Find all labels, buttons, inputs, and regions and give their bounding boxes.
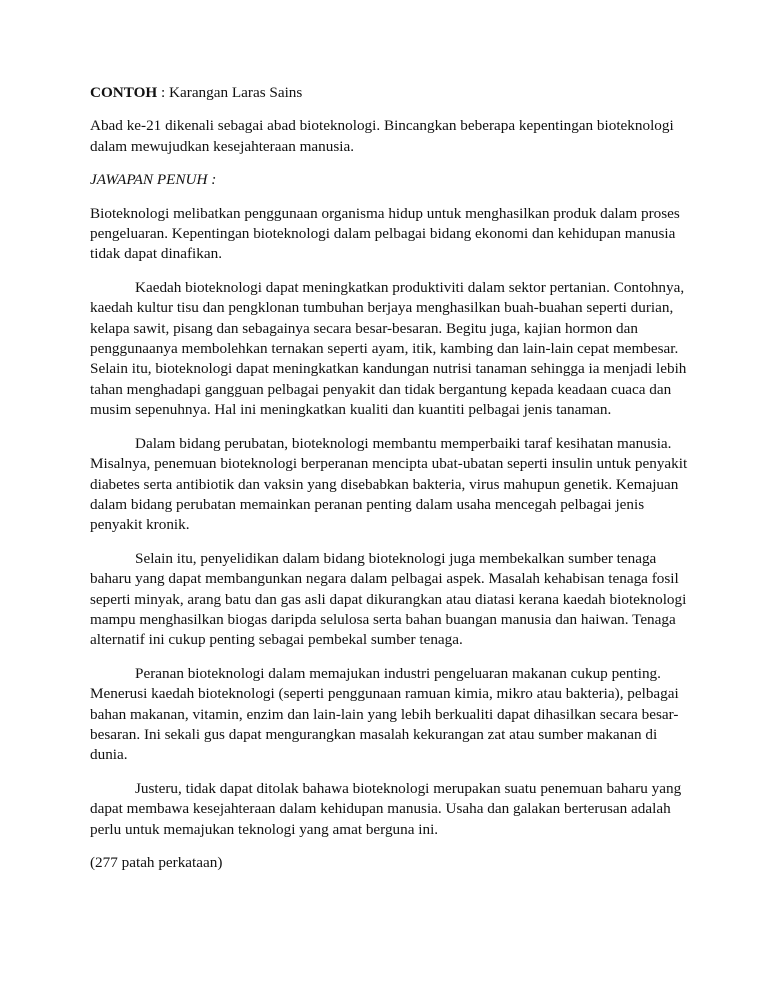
paragraph-energy: Selain itu, penyelidikan dalam bidang bioteknologi juga membekalkan sumber tenaga baharu yang dapat membangunkan negara dalam pelbagai aspek. Masalah kehabisan tenaga fosil seperti minyak, arang batu dan gas asli dapat dikurangkan atau diatasi kerana kaedah bioteknologi mampu menghasilkan biogas daripda selulosa serta bahan buangan manusia dan haiwan. Tenaga alternatif ini cukup penting sebagai pembekal sumber tenaga. — [90, 549, 687, 649]
paragraph-agriculture: Kaedah bioteknologi dapat meningkatkan produktiviti dalam sektor pertanian. Contohnya, kaedah kultur tisu dan pengklonan tumbuhan berjaya menghasilkan buah-buahan seperti durian, kelapa sawit, pisang dan sebagainya secara besar-besaran. Begitu juga, kajian hormon dan penggunaanya membolehkan ternakan seperti ayam, itik, kambing dan lain-lain cepat membesar. Selain itu, bioteknologi dapat meningkatkan kandungan nutrisi tanaman sehingga ia menjadi lebih tahan menghadapi gangguan pelbagai penyakit dan tidak bergantung kepada keadaan cuaca dan musim sepenuhnya. Hal ini meningkatkan kualiti dan kuantiti pelbagai jenis tanaman. — [90, 278, 687, 419]
paragraph-medicine: Dalam bidang perubatan, bioteknologi membantu memperbaiki taraf kesihatan manusia. Misalnya, penemuan bioteknologi berperanan mencipta ubat-ubatan seperti insulin untuk penyakit diabetes serta antibiotik dan vaksin yang disebabkan bakteria, virus mahupun genetik. Kemajuan dalam bidang perubatan memainkan peranan penting dalam usaha mencegah pelbagai jenis penyakit kronik. — [90, 434, 688, 534]
paragraph-intro: Bioteknologi melibatkan penggunaan organisma hidup untuk menghasilkan produk dalam proses pengeluaran. Kepentingan bioteknologi dalam pelbagai bidang ekonomi dan kehidupan manusia tidak dapat dinafikan. — [90, 204, 680, 263]
answer-heading: JAWAPAN PENUH : — [90, 171, 217, 189]
document-page — [90, 83, 690, 886]
paragraph-food-industry: Peranan bioteknologi dalam memajukan industri pengeluaran makanan cukup penting. Menerusi kaedah bioteknologi (seperti penggunaan ramuan kimia, mikro atau bakteria), pelbagai bahan makanan, vitamin, enzim dan lain-lain yang lebih berkualiti dapat dihasilkan secara besar-besaran. Ini sekali gus dapat mengurangkan masalah kekurangan zat atau sumber makanan di dunia. — [90, 664, 679, 764]
header-label: CONTOH — [90, 84, 158, 101]
paragraph-conclusion: Justeru, tidak dapat ditolak bahawa bioteknologi merupakan suatu penemuan baharu yang dapat membawa kesejahteraan dalam kehidupan manusia. Usaha dan galakan berterusan adalah perlu untuk memajukan teknologi yang amat berguna ini. — [90, 779, 682, 838]
word-count: (277 patah perkataan) — [90, 854, 223, 871]
document-header — [90, 83, 690, 103]
header-title: : Karangan Laras Sains — [157, 84, 303, 101]
essay-question: Abad ke-21 dikenali sebagai abad bioteknologi. Bincangkan beberapa kepentingan bioteknologi dalam mewujudkan kesejahteraan manusia. — [90, 117, 674, 155]
